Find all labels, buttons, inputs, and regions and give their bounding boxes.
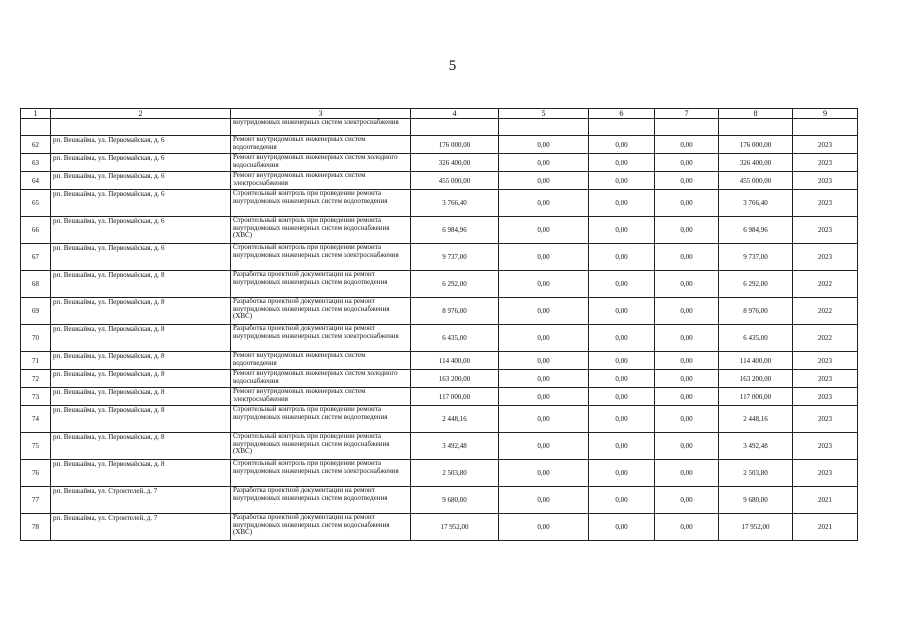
amount-cell: 0,00 — [589, 487, 655, 514]
header-cell: 9 — [793, 109, 858, 119]
amount-cell: 0,00 — [655, 298, 719, 325]
amount-cell: 0,00 — [655, 244, 719, 271]
amount-cell: 0,00 — [655, 190, 719, 217]
amount-cell: 0,00 — [499, 172, 589, 190]
empty-cell — [411, 119, 499, 136]
amount-cell: 6 984,96 — [411, 217, 499, 244]
year-cell: 2022 — [793, 325, 858, 352]
amount-cell: 0,00 — [655, 172, 719, 190]
address-cell: рп. Вешкайма, ул. Первомайская, д. 6 — [51, 172, 231, 190]
amount-cell: 0,00 — [655, 487, 719, 514]
empty-cell — [499, 119, 589, 136]
header-cell: 2 — [51, 109, 231, 119]
amount-cell: 0,00 — [499, 487, 589, 514]
amount-cell: 9 680,00 — [719, 487, 793, 514]
address-cell: рп. Вешкайма, ул. Первомайская, д. 6 — [51, 190, 231, 217]
data-table — [20, 108, 858, 541]
address-cell: рп. Вешкайма, ул. Первомайская, д. 6 — [51, 154, 231, 172]
description-cell: Ремонт внутридомовых инженерных систем водоотведения — [231, 352, 411, 370]
address-cell: рп. Вешкайма, ул. Первомайская, д. 8 — [51, 370, 231, 388]
amount-cell: 17 952,00 — [719, 514, 793, 541]
year-cell: 2023 — [793, 460, 858, 487]
row-number: 70 — [21, 325, 51, 352]
amount-cell: 8 976,00 — [411, 298, 499, 325]
table-row — [21, 325, 858, 352]
amount-cell: 163 200,00 — [719, 370, 793, 388]
empty-cell — [793, 119, 858, 136]
amount-cell: 0,00 — [655, 136, 719, 154]
amount-cell: 0,00 — [589, 433, 655, 460]
description-cell: Ремонт внутридомовых инженерных систем холодного водоснабжения — [231, 154, 411, 172]
description-cell: Разработка проектной документации на ремонт внутридомовых инженерных систем водоснабжения (ХВС) — [231, 514, 411, 541]
table-row — [21, 154, 858, 172]
row-number: 62 — [21, 136, 51, 154]
year-cell: 2023 — [793, 154, 858, 172]
amount-cell: 3 766,40 — [411, 190, 499, 217]
amount-cell: 0,00 — [589, 154, 655, 172]
description-cell: Строительный контроль при проведении ремонта внутридомовых инженерных систем электроснабжения — [231, 460, 411, 487]
amount-cell: 0,00 — [499, 433, 589, 460]
amount-cell: 0,00 — [655, 388, 719, 406]
table-row — [21, 190, 858, 217]
table-row — [21, 217, 858, 244]
amount-cell: 0,00 — [655, 460, 719, 487]
address-cell: рп. Вешкайма, ул. Первомайская, д. 6 — [51, 244, 231, 271]
amount-cell: 0,00 — [589, 271, 655, 298]
table-row — [21, 406, 858, 433]
amount-cell: 0,00 — [655, 217, 719, 244]
year-cell: 2023 — [793, 217, 858, 244]
amount-cell: 0,00 — [655, 433, 719, 460]
amount-cell: 2 503,80 — [411, 460, 499, 487]
header-row — [21, 109, 858, 119]
amount-cell: 3 766,40 — [719, 190, 793, 217]
year-cell: 2023 — [793, 190, 858, 217]
empty-cell — [719, 119, 793, 136]
year-cell: 2023 — [793, 136, 858, 154]
table-row — [21, 487, 858, 514]
amount-cell: 176 000,00 — [411, 136, 499, 154]
amount-cell: 6 435,00 — [411, 325, 499, 352]
year-cell: 2022 — [793, 271, 858, 298]
year-cell: 2023 — [793, 244, 858, 271]
amount-cell: 0,00 — [655, 514, 719, 541]
amount-cell: 6 435,00 — [719, 325, 793, 352]
amount-cell: 9 737,00 — [719, 244, 793, 271]
header-cell: 5 — [499, 109, 589, 119]
continuation-row — [21, 119, 858, 136]
address-cell: рп. Вешкайма, ул. Строителей, д. 7 — [51, 514, 231, 541]
amount-cell: 114 400,00 — [719, 352, 793, 370]
amount-cell: 0,00 — [589, 217, 655, 244]
description-cell: Ремонт внутридомовых инженерных систем водоотведения — [231, 136, 411, 154]
amount-cell: 0,00 — [655, 271, 719, 298]
amount-cell: 0,00 — [589, 190, 655, 217]
amount-cell: 3 492,48 — [719, 433, 793, 460]
year-cell: 2023 — [793, 172, 858, 190]
empty-cell — [589, 119, 655, 136]
table-row — [21, 244, 858, 271]
address-cell: рп. Вешкайма, ул. Первомайская, д. 8 — [51, 298, 231, 325]
row-number: 63 — [21, 154, 51, 172]
amount-cell: 163 200,00 — [411, 370, 499, 388]
year-cell: 2023 — [793, 406, 858, 433]
amount-cell: 0,00 — [589, 460, 655, 487]
amount-cell: 8 976,00 — [719, 298, 793, 325]
table-row — [21, 388, 858, 406]
amount-cell: 6 292,00 — [719, 271, 793, 298]
amount-cell: 9 737,00 — [411, 244, 499, 271]
amount-cell: 17 952,00 — [411, 514, 499, 541]
row-number: 78 — [21, 514, 51, 541]
amount-cell: 455 000,00 — [719, 172, 793, 190]
amount-cell: 326 400,00 — [719, 154, 793, 172]
amount-cell: 0,00 — [499, 271, 589, 298]
amount-cell: 0,00 — [589, 325, 655, 352]
amount-cell: 0,00 — [589, 370, 655, 388]
table-row — [21, 433, 858, 460]
amount-cell: 0,00 — [589, 244, 655, 271]
amount-cell: 0,00 — [499, 370, 589, 388]
year-cell: 2021 — [793, 487, 858, 514]
row-number: 74 — [21, 406, 51, 433]
amount-cell: 0,00 — [499, 406, 589, 433]
table-row — [21, 271, 858, 298]
amount-cell: 3 492,48 — [411, 433, 499, 460]
description-cell: Разработка проектной документации на ремонт внутридомовых инженерных систем водоснабжения (ХВС) — [231, 298, 411, 325]
amount-cell: 0,00 — [589, 388, 655, 406]
amount-cell: 326 400,00 — [411, 154, 499, 172]
description-cell: Ремонт внутридомовых инженерных систем электроснабжения — [231, 388, 411, 406]
amount-cell: 0,00 — [655, 154, 719, 172]
header-cell: 7 — [655, 109, 719, 119]
description-cell: Ремонт внутридомовых инженерных систем электроснабжения — [231, 172, 411, 190]
row-number: 68 — [21, 271, 51, 298]
amount-cell: 0,00 — [589, 172, 655, 190]
address-cell: рп. Вешкайма, ул. Первомайская, д. 8 — [51, 352, 231, 370]
description-cell: Строительный контроль при проведении ремонта внутридомовых инженерных систем водоотведения — [231, 406, 411, 433]
row-number: 77 — [21, 487, 51, 514]
table-row — [21, 352, 858, 370]
row-number: 76 — [21, 460, 51, 487]
amount-cell: 0,00 — [499, 388, 589, 406]
header-cell: 3 — [231, 109, 411, 119]
amount-cell: 0,00 — [499, 244, 589, 271]
empty-cell — [51, 119, 231, 136]
description-cell: Строительный контроль при проведении ремонта внутридомовых инженерных систем электроснабжения — [231, 244, 411, 271]
row-number: 69 — [21, 298, 51, 325]
header-cell: 6 — [589, 109, 655, 119]
amount-cell: 0,00 — [499, 136, 589, 154]
amount-cell: 6 984,96 — [719, 217, 793, 244]
description-cell: Строительный контроль при проведении ремонта внутридомовых инженерных систем водоснабжения (ХВС) — [231, 433, 411, 460]
description-cell: Разработка проектной документации на ремонт внутридомовых инженерных систем водоотведения — [231, 487, 411, 514]
table-row — [21, 514, 858, 541]
amount-cell: 0,00 — [499, 190, 589, 217]
address-cell: рп. Вешкайма, ул. Первомайская, д. 8 — [51, 271, 231, 298]
row-number: 65 — [21, 190, 51, 217]
address-cell: рп. Вешкайма, ул. Первомайская, д. 8 — [51, 433, 231, 460]
amount-cell: 176 000,00 — [719, 136, 793, 154]
amount-cell: 0,00 — [655, 325, 719, 352]
address-cell: рп. Вешкайма, ул. Первомайская, д. 6 — [51, 136, 231, 154]
amount-cell: 117 000,00 — [719, 388, 793, 406]
row-number: 64 — [21, 172, 51, 190]
amount-cell: 0,00 — [589, 298, 655, 325]
year-cell: 2023 — [793, 388, 858, 406]
description-cell: Разработка проектной документации на ремонт внутридомовых инженерных систем водоотведения — [231, 271, 411, 298]
row-number: 75 — [21, 433, 51, 460]
header-cell: 8 — [719, 109, 793, 119]
amount-cell: 6 292,00 — [411, 271, 499, 298]
amount-cell: 0,00 — [499, 514, 589, 541]
amount-cell: 0,00 — [655, 370, 719, 388]
amount-cell: 0,00 — [589, 514, 655, 541]
amount-cell: 9 680,00 — [411, 487, 499, 514]
address-cell: рп. Вешкайма, ул. Строителей, д. 7 — [51, 487, 231, 514]
amount-cell: 0,00 — [499, 217, 589, 244]
amount-cell: 117 000,00 — [411, 388, 499, 406]
year-cell: 2023 — [793, 433, 858, 460]
empty-cell — [21, 119, 51, 136]
amount-cell: 0,00 — [499, 154, 589, 172]
year-cell: 2023 — [793, 352, 858, 370]
page-number: 5 — [448, 58, 457, 74]
amount-cell: 0,00 — [589, 406, 655, 433]
header-cell: 1 — [21, 109, 51, 119]
description-cell: Строительный контроль при проведении ремонта внутридомовых инженерных систем водоснабжения (ХВС) — [231, 217, 411, 244]
table-row — [21, 370, 858, 388]
amount-cell: 2 448,16 — [719, 406, 793, 433]
amount-cell: 0,00 — [499, 298, 589, 325]
address-cell: рп. Вешкайма, ул. Первомайская, д. 8 — [51, 388, 231, 406]
row-number: 73 — [21, 388, 51, 406]
address-cell: рп. Вешкайма, ул. Первомайская, д. 8 — [51, 325, 231, 352]
header-cell: 4 — [411, 109, 499, 119]
table-row — [21, 136, 858, 154]
amount-cell: 0,00 — [655, 406, 719, 433]
year-cell: 2023 — [793, 370, 858, 388]
address-cell: рп. Вешкайма, ул. Первомайская, д. 8 — [51, 460, 231, 487]
amount-cell: 0,00 — [655, 352, 719, 370]
amount-cell: 114 400,00 — [411, 352, 499, 370]
amount-cell: 0,00 — [499, 460, 589, 487]
row-number: 67 — [21, 244, 51, 271]
row-number: 66 — [21, 217, 51, 244]
table-row — [21, 172, 858, 190]
description-cell: Ремонт внутридомовых инженерных систем холодного водоснабжения — [231, 370, 411, 388]
amount-cell: 0,00 — [589, 352, 655, 370]
amount-cell: 2 503,80 — [719, 460, 793, 487]
table-row — [21, 298, 858, 325]
amount-cell: 0,00 — [499, 325, 589, 352]
amount-cell: 0,00 — [499, 352, 589, 370]
row-number: 72 — [21, 370, 51, 388]
address-cell: рп. Вешкайма, ул. Первомайская, д. 8 — [51, 406, 231, 433]
address-cell: рп. Вешкайма, ул. Первомайская, д. 6 — [51, 217, 231, 244]
amount-cell: 0,00 — [589, 136, 655, 154]
year-cell: 2021 — [793, 514, 858, 541]
table-row — [21, 460, 858, 487]
description-cell: Строительный контроль при проведении ремонта внутридомовых инженерных систем водоотведения — [231, 190, 411, 217]
amount-cell: 2 448,16 — [411, 406, 499, 433]
amount-cell: 455 000,00 — [411, 172, 499, 190]
row-number: 71 — [21, 352, 51, 370]
empty-cell — [655, 119, 719, 136]
description-cell: внутридомовых инженерных систем электроснабжения — [231, 119, 411, 136]
description-cell: Разработка проектной документации на ремонт внутридомовых инженерных систем электроснабжения — [231, 325, 411, 352]
year-cell: 2022 — [793, 298, 858, 325]
